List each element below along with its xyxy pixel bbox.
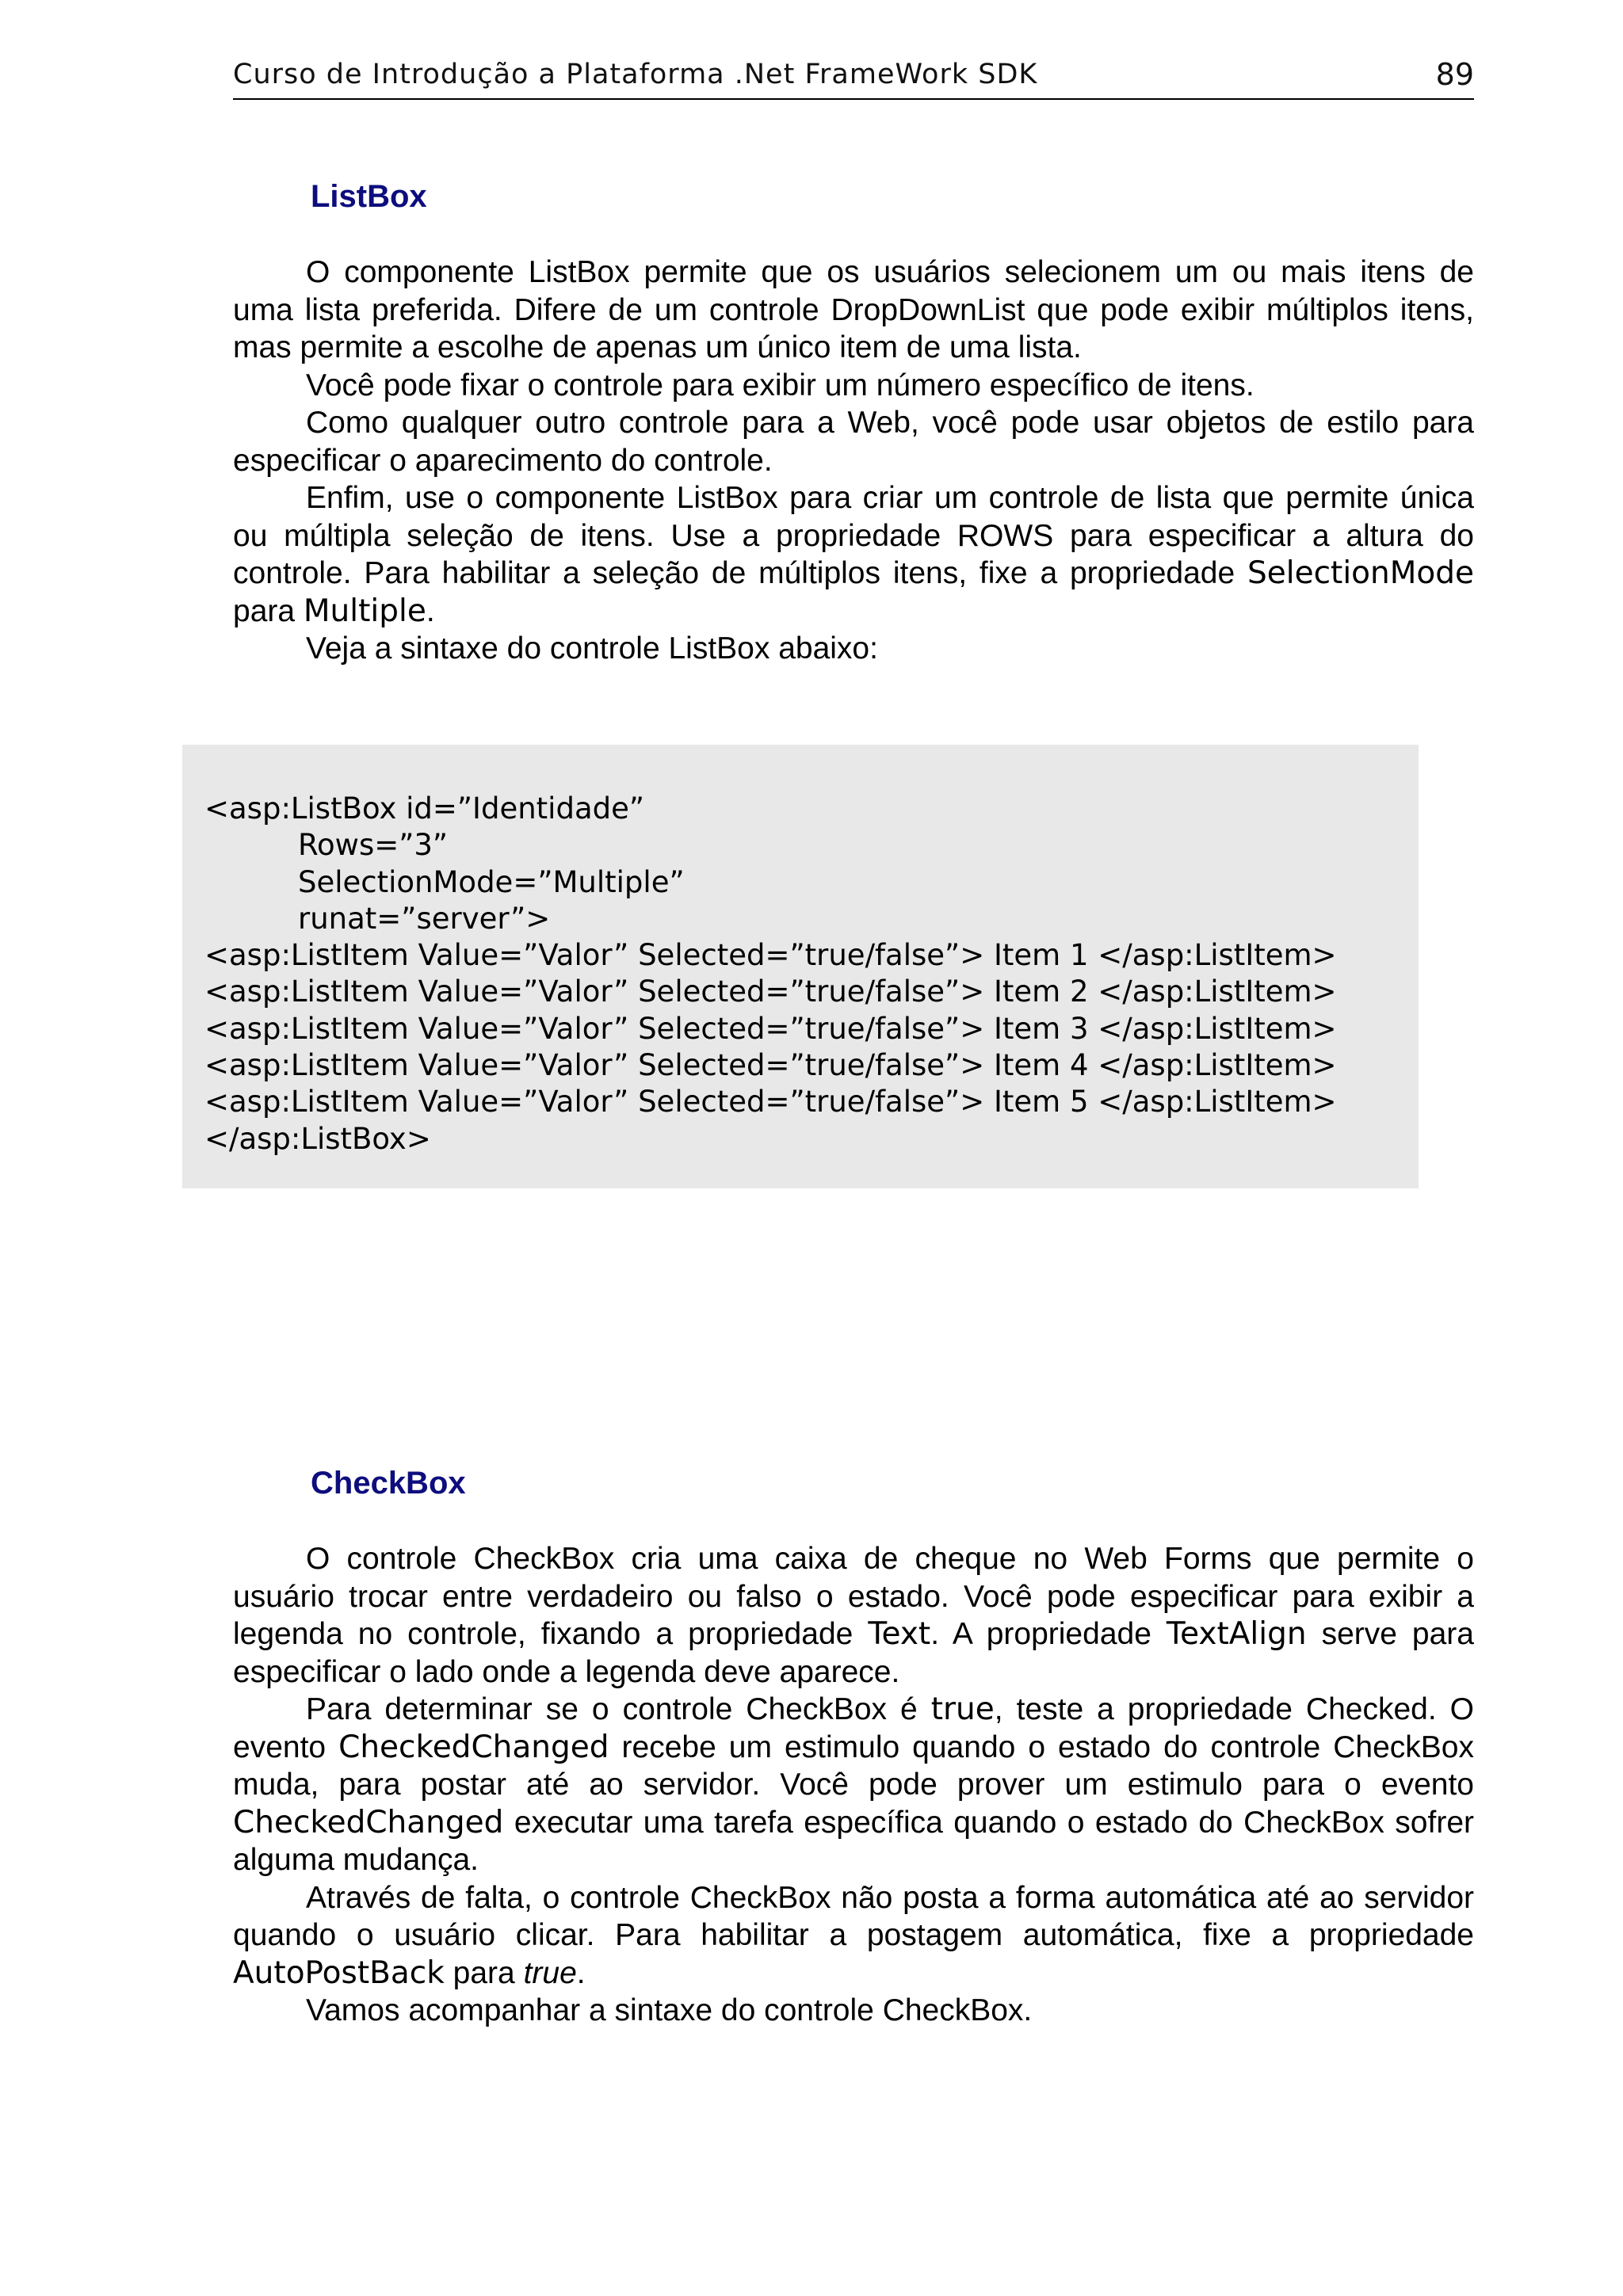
code-line-10: </asp:ListBox> xyxy=(204,1121,431,1156)
checkbox-p1-text-b: . A propriedade xyxy=(930,1617,1167,1651)
header-title: Curso de Introdução a Plataforma .Net FrameWork SDK xyxy=(233,59,1038,90)
checkedchanged-code-2: CheckedChanged xyxy=(233,1804,504,1840)
text-code: Text xyxy=(868,1616,931,1652)
textalign-code: TextAlign xyxy=(1166,1616,1307,1652)
listbox-paragraph-2: Você pode fixar o controle para exibir um número específico de itens. xyxy=(306,368,1254,402)
true-code: true xyxy=(930,1691,995,1727)
checkbox-p3-text-b: para xyxy=(444,1955,524,1990)
listbox-paragraph-1: O componente ListBox permite que os usuários selecionem um ou mais itens de uma lista preferida. Difere de um controle DropDownList que pode exibir múltiplos itens, mas permite a escolhe de apenas um único item de uma lista. xyxy=(233,255,1474,364)
code-line-9: <asp:ListItem Value=”Valor” Selected=”true/false”> Item 5 </asp:ListItem> xyxy=(204,1085,1337,1119)
selectionmode-code: SelectionMode xyxy=(1247,555,1474,591)
page-header xyxy=(233,57,1474,100)
listbox-code-block xyxy=(182,745,1419,1188)
checkbox-p3-text-c: . xyxy=(576,1955,586,1990)
listbox-p4-text-a: Enfim, use o componente ListBox para criar um controle de lista que permite única ou múltipla seleção de itens. Use a propriedade ROWS para especificar a altura do controle. Para habilitar a seleção de múltiplos itens, fixe a propriedade xyxy=(233,481,1474,590)
true-italic: true xyxy=(523,1955,577,1990)
checkbox-p2-text-d: executar uma tarefa específica quando o estado do CheckBox sofrer alguma mudança. xyxy=(233,1805,1474,1877)
code-listing xyxy=(204,791,1337,1158)
checkbox-paragraph-1 xyxy=(233,1540,1474,1691)
page-number: 89 xyxy=(1435,57,1474,92)
listbox-body xyxy=(233,254,1474,668)
listbox-paragraph-3: Como qualquer outro controle para a Web, você pode usar objetos de estilo para especificar o aparecimento do controle. xyxy=(233,406,1474,478)
checkbox-paragraph-2 xyxy=(233,1691,1474,1879)
code-line-2: Rows=”3” xyxy=(298,828,449,863)
listbox-heading: ListBox xyxy=(311,179,427,214)
code-line-8: <asp:ListItem Value=”Valor” Selected=”true/false”> Item 4 </asp:ListItem> xyxy=(204,1048,1337,1083)
code-line-1: <asp:ListBox id=”Identidade” xyxy=(204,791,645,826)
checkbox-paragraph-4: Vamos acompanhar a sintaxe do controle CheckBox. xyxy=(306,1993,1033,2027)
checkbox-p1-text-c: serve para especificar o lado onde a legenda deve aparece. xyxy=(233,1617,1474,1689)
checkbox-p3-text-a: Através de falta, o controle CheckBox não posta a forma automática até ao servidor quando o usuário clicar. Para habilitar a postagem automática, fixe a propriedade xyxy=(233,1880,1474,1952)
code-line-6: <asp:ListItem Value=”Valor” Selected=”true/false”> Item 2 </asp:ListItem> xyxy=(204,974,1337,1009)
code-line-4: runat=”server”> xyxy=(298,901,551,936)
checkbox-body xyxy=(233,1540,1474,2030)
code-line-5: <asp:ListItem Value=”Valor” Selected=”true/false”> Item 1 </asp:ListItem> xyxy=(204,938,1337,973)
checkbox-heading: CheckBox xyxy=(311,1466,466,1501)
multiple-code: Multiple xyxy=(303,593,426,629)
autopostback-code: AutoPostBack xyxy=(233,1955,445,1991)
listbox-p4-text-c: . xyxy=(426,593,435,628)
listbox-p4-text-b: para xyxy=(233,593,304,628)
listbox-paragraph-5: Veja a sintaxe do controle ListBox abaixo: xyxy=(306,631,878,666)
code-line-7: <asp:ListItem Value=”Valor” Selected=”true/false”> Item 3 </asp:ListItem> xyxy=(204,1011,1337,1046)
checkbox-p2-text-c: recebe um estimulo quando o estado do controle CheckBox muda, para postar até ao servidor. Você pode prover um estimulo para o evento xyxy=(233,1730,1474,1802)
checkbox-p2-text-b: , teste a propriedade Checked. O evento xyxy=(233,1692,1474,1764)
checkbox-p1-text-a: O controle CheckBox cria uma caixa de cheque no Web Forms que permite o usuário trocar entre verdadeiro ou falso o estado. Você pode especificar para exibir a legenda no controle, fixando a propriedade xyxy=(233,1542,1474,1651)
checkedchanged-code-1: CheckedChanged xyxy=(338,1729,609,1765)
listbox-paragraph-4 xyxy=(233,479,1474,630)
code-line-3: SelectionMode=”Multiple” xyxy=(298,864,685,899)
checkbox-p2-text-a: Para determinar se o controle CheckBox é xyxy=(306,1692,931,1726)
checkbox-paragraph-3 xyxy=(233,1879,1474,1993)
